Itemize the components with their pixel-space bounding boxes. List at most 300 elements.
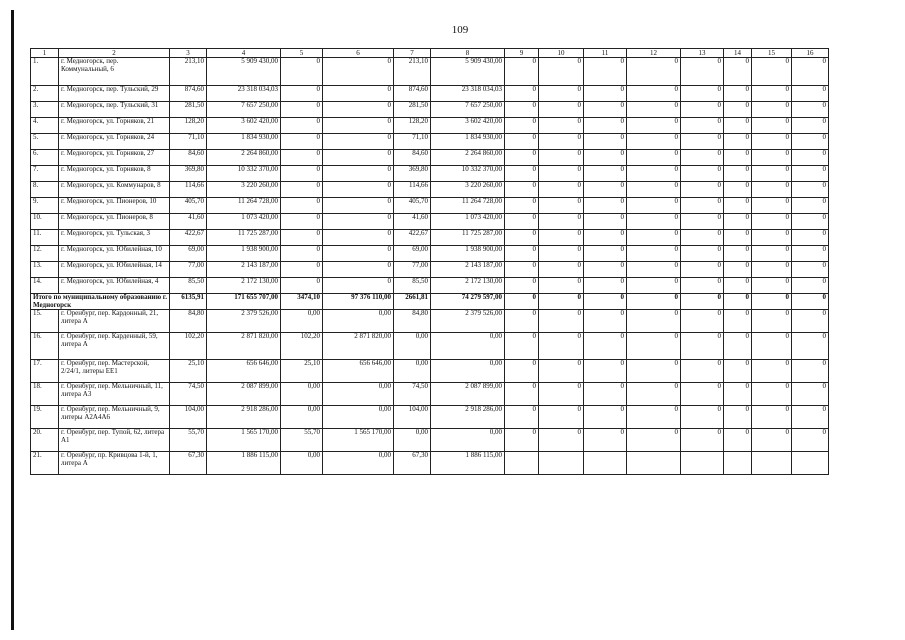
value-cell: 1 565 170,00 bbox=[207, 429, 281, 452]
table-row bbox=[31, 150, 829, 166]
value-cell: 0 bbox=[627, 102, 681, 118]
value-cell: 0 bbox=[792, 198, 829, 214]
value-cell: 281,50 bbox=[394, 102, 431, 118]
value-cell: 0 bbox=[724, 166, 752, 182]
value-cell: 0 bbox=[627, 278, 681, 294]
column-header: 15 bbox=[752, 49, 792, 58]
value-cell: 2 264 860,00 bbox=[431, 150, 505, 166]
value-cell: 0 bbox=[752, 150, 792, 166]
value-cell: 0,00 bbox=[431, 360, 505, 383]
value-cell: 0 bbox=[752, 182, 792, 198]
table-row bbox=[31, 198, 829, 214]
row-number: 5. bbox=[31, 134, 59, 150]
value-cell: 0 bbox=[323, 230, 394, 246]
value-cell: 0 bbox=[323, 166, 394, 182]
value-cell: 0 bbox=[539, 262, 584, 278]
value-cell: 0 bbox=[792, 182, 829, 198]
address-cell: г. Оренбург, пер. Карденный, 59, литера А bbox=[59, 333, 170, 360]
value-cell: 0 bbox=[505, 406, 539, 429]
column-header: 11 bbox=[584, 49, 627, 58]
value-cell: 656 646,00 bbox=[207, 360, 281, 383]
value-cell: 0 bbox=[724, 182, 752, 198]
value-cell: 0 bbox=[792, 333, 829, 360]
value-cell: 0 bbox=[752, 406, 792, 429]
total-cell: 0 bbox=[724, 294, 752, 310]
value-cell: 0,00 bbox=[323, 452, 394, 475]
value-cell: 656 646,00 bbox=[323, 360, 394, 383]
value-cell: 0 bbox=[584, 86, 627, 102]
value-cell: 422,67 bbox=[394, 230, 431, 246]
value-cell: 84,60 bbox=[394, 150, 431, 166]
value-cell: 0 bbox=[792, 310, 829, 333]
value-cell: 0 bbox=[792, 214, 829, 230]
value-cell: 0 bbox=[627, 150, 681, 166]
value-cell: 0 bbox=[584, 182, 627, 198]
value-cell: 0 bbox=[724, 262, 752, 278]
value-cell: 0 bbox=[281, 198, 323, 214]
value-cell: 0 bbox=[505, 429, 539, 452]
column-header: 7 bbox=[394, 49, 431, 58]
value-cell: 0 bbox=[752, 310, 792, 333]
value-cell: 0 bbox=[792, 86, 829, 102]
value-cell: 104,00 bbox=[394, 406, 431, 429]
value-cell: 0 bbox=[281, 150, 323, 166]
total-label: Итого по муниципальному образованию г. Медногорск bbox=[31, 294, 170, 310]
value-cell: 874,60 bbox=[170, 86, 207, 102]
value-cell: 0 bbox=[792, 278, 829, 294]
row-number: 8. bbox=[31, 182, 59, 198]
value-cell: 85,50 bbox=[394, 278, 431, 294]
value-cell: 11 725 287,00 bbox=[431, 230, 505, 246]
value-cell: 405,70 bbox=[394, 198, 431, 214]
value-cell: 0 bbox=[724, 310, 752, 333]
value-cell: 0 bbox=[681, 429, 724, 452]
value-cell: 0 bbox=[539, 406, 584, 429]
value-cell: 0 bbox=[281, 134, 323, 150]
value-cell: 25,10 bbox=[170, 360, 207, 383]
value-cell: 102,20 bbox=[170, 333, 207, 360]
value-cell: 0 bbox=[539, 102, 584, 118]
value-cell: 0 bbox=[323, 214, 394, 230]
address-cell: г. Медногорск, ул. Тульская, 3 bbox=[59, 230, 170, 246]
value-cell: 0 bbox=[539, 86, 584, 102]
value-cell: 0 bbox=[752, 134, 792, 150]
value-cell: 0 bbox=[505, 230, 539, 246]
value-cell: 0 bbox=[627, 134, 681, 150]
value-cell: 0 bbox=[724, 214, 752, 230]
value-cell: 0 bbox=[724, 333, 752, 360]
value-cell: 0 bbox=[627, 118, 681, 134]
value-cell: 0 bbox=[681, 278, 724, 294]
value-cell: 0 bbox=[681, 102, 724, 118]
value-cell: 0 bbox=[505, 214, 539, 230]
table-row bbox=[31, 333, 829, 360]
value-cell: 0 bbox=[752, 230, 792, 246]
value-cell: 0 bbox=[724, 58, 752, 86]
value-cell: 0 bbox=[792, 230, 829, 246]
value-cell: 0 bbox=[584, 102, 627, 118]
value-cell: 67,30 bbox=[170, 452, 207, 475]
value-cell: 0,00 bbox=[394, 429, 431, 452]
header-row bbox=[31, 49, 829, 58]
value-cell: 0 bbox=[539, 150, 584, 166]
value-cell bbox=[505, 452, 539, 475]
value-cell: 0 bbox=[505, 86, 539, 102]
column-header: 13 bbox=[681, 49, 724, 58]
value-cell: 0 bbox=[752, 429, 792, 452]
value-cell: 0 bbox=[505, 246, 539, 262]
value-cell: 0 bbox=[681, 182, 724, 198]
value-cell: 114,66 bbox=[170, 182, 207, 198]
value-cell: 0 bbox=[281, 102, 323, 118]
address-cell: г. Медногорск, пер. Тульский, 31 bbox=[59, 102, 170, 118]
value-cell: 84,80 bbox=[394, 310, 431, 333]
value-cell: 0 bbox=[584, 198, 627, 214]
value-cell: 0 bbox=[539, 360, 584, 383]
value-cell: 0 bbox=[724, 246, 752, 262]
value-cell: 0 bbox=[724, 278, 752, 294]
value-cell: 0 bbox=[627, 383, 681, 406]
value-cell: 0 bbox=[681, 198, 724, 214]
value-cell: 41,60 bbox=[394, 214, 431, 230]
value-cell: 2 379 526,00 bbox=[207, 310, 281, 333]
value-cell: 2 379 526,00 bbox=[431, 310, 505, 333]
total-cell: 0 bbox=[681, 294, 724, 310]
address-cell: г. Медногорск, пер. Коммунальный, 6 bbox=[59, 58, 170, 86]
address-cell: г. Медногорск, ул. Горняков, 27 bbox=[59, 150, 170, 166]
value-cell: 7 657 250,00 bbox=[431, 102, 505, 118]
value-cell: 84,60 bbox=[170, 150, 207, 166]
value-cell: 128,20 bbox=[170, 118, 207, 134]
value-cell: 0 bbox=[681, 230, 724, 246]
address-cell: г. Оренбург, пер. Мастерской, 2/24/1, литеры ЕЕ1 bbox=[59, 360, 170, 383]
value-cell bbox=[792, 452, 829, 475]
value-cell: 369,80 bbox=[394, 166, 431, 182]
value-cell: 0 bbox=[752, 198, 792, 214]
value-cell: 0,00 bbox=[394, 333, 431, 360]
address-cell: г. Медногорск, пер. Тульский, 29 bbox=[59, 86, 170, 102]
value-cell: 0 bbox=[539, 278, 584, 294]
row-number: 15. bbox=[31, 310, 59, 333]
address-cell: г. Медногорск, ул. Горняков, 8 bbox=[59, 166, 170, 182]
value-cell: 0 bbox=[681, 310, 724, 333]
value-cell: 0 bbox=[584, 278, 627, 294]
value-cell: 11 264 728,00 bbox=[207, 198, 281, 214]
address-cell: г. Медногорск, ул. Коммунаров, 8 bbox=[59, 182, 170, 198]
column-header: 1 bbox=[31, 49, 59, 58]
value-cell bbox=[724, 452, 752, 475]
value-cell: 23 318 034,03 bbox=[431, 86, 505, 102]
value-cell: 0 bbox=[323, 278, 394, 294]
value-cell: 0 bbox=[505, 360, 539, 383]
value-cell: 0 bbox=[792, 246, 829, 262]
value-cell: 0 bbox=[724, 383, 752, 406]
value-cell: 0 bbox=[627, 246, 681, 262]
value-cell: 0 bbox=[792, 406, 829, 429]
value-cell: 0 bbox=[681, 214, 724, 230]
total-cell: 6135,91 bbox=[170, 294, 207, 310]
value-cell bbox=[584, 452, 627, 475]
value-cell: 0 bbox=[505, 166, 539, 182]
value-cell: 213,10 bbox=[170, 58, 207, 86]
table-row bbox=[31, 214, 829, 230]
value-cell: 0,00 bbox=[281, 383, 323, 406]
value-cell: 0 bbox=[627, 406, 681, 429]
value-cell: 0 bbox=[323, 102, 394, 118]
row-number: 12. bbox=[31, 246, 59, 262]
column-header: 16 bbox=[792, 49, 829, 58]
value-cell: 0 bbox=[323, 150, 394, 166]
value-cell: 0 bbox=[281, 166, 323, 182]
row-number: 14. bbox=[31, 278, 59, 294]
value-cell: 0 bbox=[627, 198, 681, 214]
table-row bbox=[31, 58, 829, 86]
address-cell: г. Оренбург, пер. Кардонный, 21, литера А bbox=[59, 310, 170, 333]
value-cell: 0 bbox=[505, 150, 539, 166]
value-cell: 77,00 bbox=[170, 262, 207, 278]
value-cell: 0 bbox=[505, 310, 539, 333]
value-cell: 0 bbox=[627, 86, 681, 102]
value-cell: 0 bbox=[584, 150, 627, 166]
value-cell: 0 bbox=[539, 246, 584, 262]
value-cell: 10 332 370,00 bbox=[431, 166, 505, 182]
value-cell: 0 bbox=[539, 214, 584, 230]
value-cell: 25,10 bbox=[281, 360, 323, 383]
value-cell: 0 bbox=[627, 182, 681, 198]
row-number: 6. bbox=[31, 150, 59, 166]
address-cell: г. Медногорск, ул. Юбилейная, 10 bbox=[59, 246, 170, 262]
value-cell: 71,10 bbox=[394, 134, 431, 150]
value-cell: 11 725 287,00 bbox=[207, 230, 281, 246]
value-cell: 0 bbox=[724, 406, 752, 429]
value-cell: 3 602 420,00 bbox=[207, 118, 281, 134]
table-row bbox=[31, 278, 829, 294]
value-cell: 0 bbox=[681, 246, 724, 262]
value-cell: 0 bbox=[627, 262, 681, 278]
table-row bbox=[31, 102, 829, 118]
value-cell bbox=[681, 452, 724, 475]
value-cell: 0 bbox=[681, 150, 724, 166]
value-cell: 74,50 bbox=[170, 383, 207, 406]
value-cell: 1 938 900,00 bbox=[431, 246, 505, 262]
value-cell: 3 602 420,00 bbox=[431, 118, 505, 134]
total-cell: 97 376 110,00 bbox=[323, 294, 394, 310]
table-row bbox=[31, 134, 829, 150]
address-cell: г. Медногорск, ул. Юбилейная, 14 bbox=[59, 262, 170, 278]
total-cell: 0 bbox=[752, 294, 792, 310]
value-cell: 0 bbox=[539, 134, 584, 150]
value-cell: 0 bbox=[792, 118, 829, 134]
row-number: 2. bbox=[31, 86, 59, 102]
value-cell: 5 909 430,00 bbox=[431, 58, 505, 86]
value-cell: 0 bbox=[681, 262, 724, 278]
row-number: 7. bbox=[31, 166, 59, 182]
value-cell: 0 bbox=[681, 166, 724, 182]
value-cell: 0 bbox=[323, 58, 394, 86]
value-cell bbox=[539, 452, 584, 475]
table-row bbox=[31, 383, 829, 406]
value-cell: 0 bbox=[539, 166, 584, 182]
value-cell: 0,00 bbox=[281, 406, 323, 429]
address-cell: г. Медногорск, ул. Пионеров, 8 bbox=[59, 214, 170, 230]
row-number: 9. bbox=[31, 198, 59, 214]
value-cell: 0 bbox=[724, 150, 752, 166]
value-cell: 0 bbox=[323, 198, 394, 214]
value-cell: 0 bbox=[281, 262, 323, 278]
table-row bbox=[31, 262, 829, 278]
value-cell: 0 bbox=[584, 429, 627, 452]
value-cell: 0 bbox=[752, 262, 792, 278]
value-cell: 2 918 286,00 bbox=[207, 406, 281, 429]
value-cell: 0 bbox=[539, 429, 584, 452]
value-cell: 0 bbox=[724, 360, 752, 383]
value-cell: 0 bbox=[281, 230, 323, 246]
value-cell: 1 886 115,00 bbox=[207, 452, 281, 475]
value-cell: 0 bbox=[323, 118, 394, 134]
value-cell: 0 bbox=[539, 333, 584, 360]
total-cell: 2661,81 bbox=[394, 294, 431, 310]
value-cell: 5 909 430,00 bbox=[207, 58, 281, 86]
address-cell: г. Медногорск, ул. Юбилейная, 4 bbox=[59, 278, 170, 294]
value-cell: 0 bbox=[724, 230, 752, 246]
row-number: 4. bbox=[31, 118, 59, 134]
total-cell: 74 279 597,00 bbox=[431, 294, 505, 310]
value-cell: 0 bbox=[752, 118, 792, 134]
value-cell: 0 bbox=[792, 360, 829, 383]
value-cell: 0 bbox=[505, 58, 539, 86]
value-cell: 0 bbox=[281, 278, 323, 294]
column-header: 8 bbox=[431, 49, 505, 58]
row-number: 18. bbox=[31, 383, 59, 406]
value-cell: 0,00 bbox=[394, 360, 431, 383]
column-header: 5 bbox=[281, 49, 323, 58]
value-cell: 104,00 bbox=[170, 406, 207, 429]
column-header: 12 bbox=[627, 49, 681, 58]
value-cell: 0 bbox=[681, 333, 724, 360]
value-cell: 0 bbox=[584, 262, 627, 278]
value-cell: 0 bbox=[724, 429, 752, 452]
value-cell: 0 bbox=[681, 118, 724, 134]
value-cell: 0 bbox=[584, 406, 627, 429]
table-row bbox=[31, 246, 829, 262]
row-number: 10. bbox=[31, 214, 59, 230]
value-cell: 0 bbox=[505, 333, 539, 360]
value-cell: 0,00 bbox=[323, 383, 394, 406]
value-cell: 0 bbox=[281, 246, 323, 262]
value-cell: 55,70 bbox=[281, 429, 323, 452]
row-number: 11. bbox=[31, 230, 59, 246]
total-cell: 0 bbox=[627, 294, 681, 310]
address-cell: г. Оренбург, пер. Мельничный, 11, литера А3 bbox=[59, 383, 170, 406]
value-cell: 405,70 bbox=[170, 198, 207, 214]
row-number: 13. bbox=[31, 262, 59, 278]
value-cell bbox=[752, 452, 792, 475]
column-header: 2 bbox=[59, 49, 170, 58]
value-cell: 67,30 bbox=[394, 452, 431, 475]
value-cell: 0 bbox=[539, 182, 584, 198]
data-table bbox=[30, 48, 829, 475]
table-row bbox=[31, 310, 829, 333]
value-cell: 0 bbox=[584, 360, 627, 383]
value-cell: 0 bbox=[323, 182, 394, 198]
value-cell: 3 220 260,00 bbox=[207, 182, 281, 198]
value-cell: 0 bbox=[323, 246, 394, 262]
total-cell: 171 655 707,00 bbox=[207, 294, 281, 310]
value-cell: 0,00 bbox=[323, 406, 394, 429]
value-cell: 0 bbox=[752, 166, 792, 182]
row-number: 3. bbox=[31, 102, 59, 118]
value-cell: 0 bbox=[627, 166, 681, 182]
value-cell: 0 bbox=[584, 118, 627, 134]
value-cell: 0 bbox=[627, 333, 681, 360]
value-cell: 0 bbox=[752, 246, 792, 262]
value-cell: 0 bbox=[505, 383, 539, 406]
value-cell: 2 087 899,00 bbox=[431, 383, 505, 406]
value-cell: 0 bbox=[584, 333, 627, 360]
value-cell: 0 bbox=[792, 166, 829, 182]
value-cell: 74,50 bbox=[394, 383, 431, 406]
value-cell: 0 bbox=[792, 429, 829, 452]
value-cell: 0 bbox=[505, 262, 539, 278]
value-cell: 2 143 187,00 bbox=[431, 262, 505, 278]
value-cell: 0 bbox=[281, 58, 323, 86]
table-row bbox=[31, 230, 829, 246]
page-number: 109 bbox=[451, 24, 469, 36]
value-cell: 0 bbox=[792, 262, 829, 278]
value-cell: 0 bbox=[681, 58, 724, 86]
value-cell: 0 bbox=[792, 383, 829, 406]
value-cell: 2 172 130,00 bbox=[207, 278, 281, 294]
value-cell: 0 bbox=[627, 429, 681, 452]
value-cell: 0 bbox=[539, 230, 584, 246]
value-cell: 11 264 728,00 bbox=[431, 198, 505, 214]
value-cell: 1 073 420,00 bbox=[207, 214, 281, 230]
value-cell: 2 143 187,00 bbox=[207, 262, 281, 278]
value-cell: 69,00 bbox=[170, 246, 207, 262]
value-cell: 71,10 bbox=[170, 134, 207, 150]
value-cell: 0 bbox=[724, 86, 752, 102]
value-cell: 1 073 420,00 bbox=[431, 214, 505, 230]
value-cell: 2 918 286,00 bbox=[431, 406, 505, 429]
value-cell: 0 bbox=[323, 86, 394, 102]
value-cell: 0 bbox=[584, 246, 627, 262]
table-row bbox=[31, 360, 829, 383]
value-cell: 77,00 bbox=[394, 262, 431, 278]
value-cell: 0 bbox=[505, 118, 539, 134]
value-cell: 213,10 bbox=[394, 58, 431, 86]
address-cell: г. Медногорск, ул. Пионеров, 10 bbox=[59, 198, 170, 214]
value-cell: 0 bbox=[724, 102, 752, 118]
value-cell: 0 bbox=[627, 58, 681, 86]
value-cell: 85,50 bbox=[170, 278, 207, 294]
value-cell: 422,67 bbox=[170, 230, 207, 246]
value-cell: 0 bbox=[752, 58, 792, 86]
column-header: 4 bbox=[207, 49, 281, 58]
value-cell: 2 172 130,00 bbox=[431, 278, 505, 294]
table-row bbox=[31, 452, 829, 475]
value-cell: 0,00 bbox=[431, 333, 505, 360]
row-number: 19. bbox=[31, 406, 59, 429]
total-cell: 0 bbox=[539, 294, 584, 310]
total-row bbox=[31, 294, 829, 310]
value-cell bbox=[627, 452, 681, 475]
value-cell: 0 bbox=[792, 58, 829, 86]
value-cell: 0 bbox=[584, 230, 627, 246]
value-cell: 2 871 820,00 bbox=[323, 333, 394, 360]
value-cell: 10 332 370,00 bbox=[207, 166, 281, 182]
value-cell: 0 bbox=[752, 333, 792, 360]
address-cell: г. Оренбург, пр. Кривцова 1-й, 1, литера А bbox=[59, 452, 170, 475]
